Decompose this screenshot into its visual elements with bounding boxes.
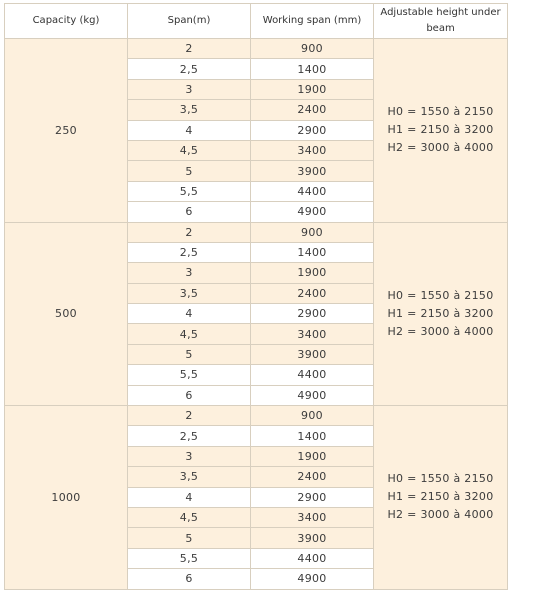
working-span-cell: 3400 (251, 140, 374, 160)
working-span-cell: 900 (251, 222, 374, 242)
header-span: Span(m) (128, 4, 251, 39)
capacity-spec-table (4, 3, 508, 590)
span-cell: 3 (128, 446, 251, 466)
table-body (5, 39, 508, 590)
span-cell: 6 (128, 385, 251, 405)
working-span-cell: 1900 (251, 446, 374, 466)
working-span-cell: 2400 (251, 467, 374, 487)
span-cell: 5 (128, 344, 251, 364)
header-working-span: Working span (mm) (251, 4, 374, 39)
height-range-line: H0 = 1550 à 2150 (387, 472, 494, 486)
span-cell: 6 (128, 569, 251, 589)
working-span-cell: 1400 (251, 242, 374, 262)
working-span-cell: 3900 (251, 161, 374, 181)
working-span-cell: 4900 (251, 385, 374, 405)
working-span-cell: 3400 (251, 324, 374, 344)
span-cell: 5 (128, 161, 251, 181)
span-cell: 3 (128, 263, 251, 283)
height-range-line: H2 = 3000 à 4000 (387, 141, 494, 155)
working-span-cell: 2900 (251, 304, 374, 324)
height-ranges (374, 287, 507, 341)
working-span-cell: 4900 (251, 569, 374, 589)
span-cell: 5,5 (128, 181, 251, 201)
span-cell: 3,5 (128, 100, 251, 120)
working-span-cell: 1400 (251, 426, 374, 446)
span-cell: 3 (128, 79, 251, 99)
span-cell: 6 (128, 202, 251, 222)
span-cell: 4,5 (128, 140, 251, 160)
table-row (5, 406, 508, 426)
height-range-line: H1 = 2150 à 3200 (387, 123, 494, 137)
working-span-cell: 1400 (251, 59, 374, 79)
working-span-cell: 2400 (251, 100, 374, 120)
span-cell: 2,5 (128, 59, 251, 79)
span-cell: 4,5 (128, 507, 251, 527)
capacity-cell: 250 (5, 39, 128, 223)
adjustable-height-cell (374, 406, 508, 590)
span-cell: 5,5 (128, 548, 251, 568)
working-span-cell: 3900 (251, 344, 374, 364)
span-cell: 2 (128, 39, 251, 59)
span-cell: 3,5 (128, 467, 251, 487)
height-range-line: H2 = 3000 à 4000 (387, 508, 494, 522)
height-range-line: H0 = 1550 à 2150 (387, 288, 494, 302)
span-cell: 3,5 (128, 283, 251, 303)
working-span-cell: 2400 (251, 283, 374, 303)
span-cell: 2 (128, 222, 251, 242)
span-cell: 4 (128, 120, 251, 140)
table-header-row (5, 4, 508, 39)
height-range-line: H2 = 3000 à 4000 (387, 324, 494, 338)
working-span-cell: 4400 (251, 181, 374, 201)
working-span-cell: 4900 (251, 202, 374, 222)
span-cell: 5 (128, 528, 251, 548)
capacity-cell: 1000 (5, 406, 128, 590)
working-span-cell: 3400 (251, 507, 374, 527)
span-cell: 2 (128, 406, 251, 426)
height-range-line: H1 = 2150 à 3200 (387, 306, 494, 320)
height-range-line: H0 = 1550 à 2150 (387, 105, 494, 119)
height-range-line: H1 = 2150 à 3200 (387, 490, 494, 504)
adjustable-height-cell (374, 222, 508, 406)
working-span-cell: 1900 (251, 263, 374, 283)
span-cell: 2,5 (128, 242, 251, 262)
span-cell: 2,5 (128, 426, 251, 446)
span-cell: 4 (128, 304, 251, 324)
working-span-cell: 3900 (251, 528, 374, 548)
span-cell: 4 (128, 487, 251, 507)
header-adjustable-height: Adjustable height under beam (374, 4, 508, 39)
working-span-cell: 4400 (251, 548, 374, 568)
header-capacity: Capacity (kg) (5, 4, 128, 39)
capacity-cell: 500 (5, 222, 128, 406)
span-cell: 5,5 (128, 365, 251, 385)
working-span-cell: 900 (251, 39, 374, 59)
working-span-cell: 4400 (251, 365, 374, 385)
table-row (5, 222, 508, 242)
spec-table-container (4, 3, 507, 590)
working-span-cell: 2900 (251, 120, 374, 140)
table-row (5, 39, 508, 59)
span-cell: 4,5 (128, 324, 251, 344)
height-ranges (374, 470, 507, 524)
working-span-cell: 1900 (251, 79, 374, 99)
height-ranges (374, 103, 507, 157)
working-span-cell: 900 (251, 406, 374, 426)
working-span-cell: 2900 (251, 487, 374, 507)
adjustable-height-cell (374, 39, 508, 223)
